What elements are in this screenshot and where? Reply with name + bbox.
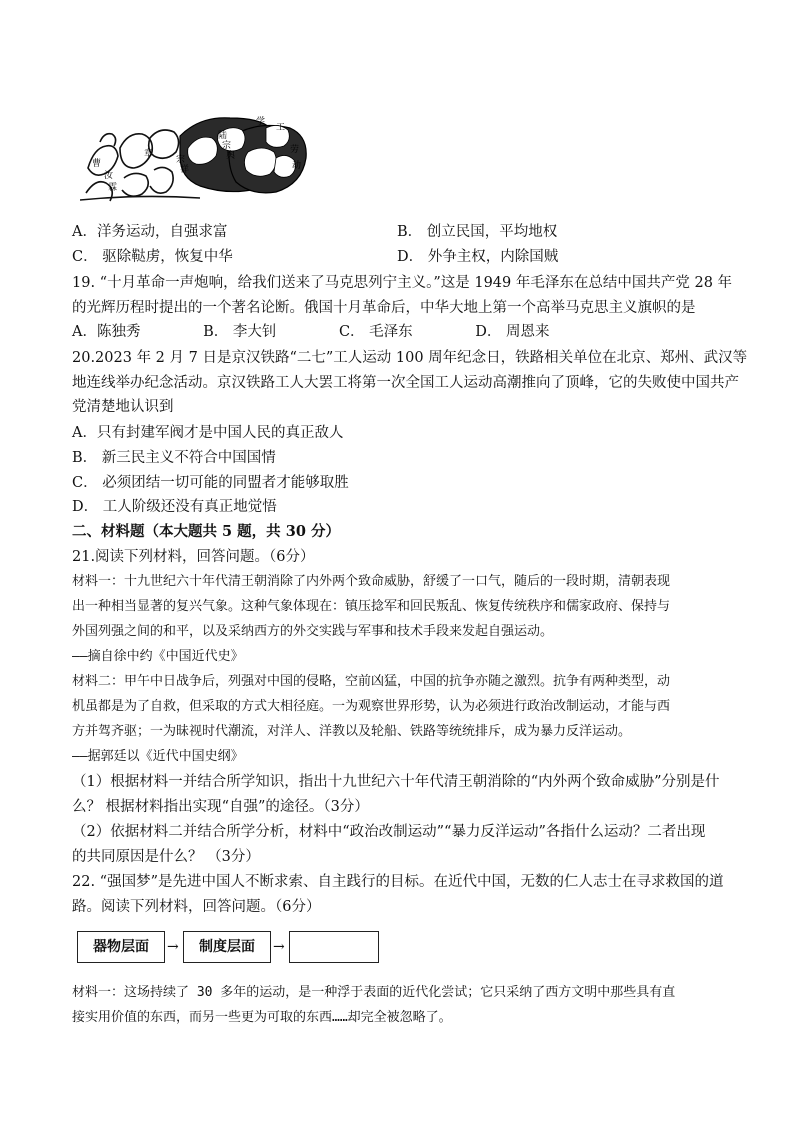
cartoon-label: 陆	[218, 131, 228, 141]
q21-material2-line1: 材料二：甲午中日战争后，列强对中国的侵略，空前凶猛，中国的抗争亦随之激烈。抗争有两种类型，动	[72, 674, 671, 689]
cartoon-label: 劳	[290, 145, 300, 155]
q20-stem-line2: 地连线举办纪念活动。京汉铁路工人大罢工将第一次全国工人运动高潮推向了顶峰，它的失败使中国共产	[72, 375, 739, 391]
cartoon-label: 宗	[222, 141, 232, 151]
q21-material1-line2: 出一种相当显著的复兴气象。这种气象体现在：镇压捻军和回民叛乱、恢复传统秩序和儒家政府、保持与	[72, 599, 671, 614]
q21-material2-line2: 机虽都是为了自救，但采取的方式大相径庭。一为观察世界形势，认为必须进行政治改制运动，才能与西	[72, 699, 671, 714]
q21-intro: 21.阅读下列材料，回答问题。（6分）	[72, 549, 315, 565]
q20-option-b: B． 新三民主义不符合中国国情	[72, 450, 276, 466]
q22-material1-line1: 材料一：这场持续了 30 多年的运动，是一种浮于表面的近代化尝试；它只采纳了西方文明中那些具有直	[72, 985, 676, 1000]
q18-option-d: D． 外争主权，内除国贼	[397, 249, 559, 265]
q22-material1-line2: 接实用价值的东西，而另一些更为可取的东西……却完全被忽略了。	[72, 1010, 452, 1025]
q20-option-c: C． 必须团结一切可能的同盟者才能够取胜	[72, 475, 349, 491]
q21-subq2-line2: 的共同原因是什么？ （3分）	[72, 849, 260, 865]
q22-stem-line1: 22. “强国梦”是先进中国人不断求索、自主践行的目标。在近代中国，无数的仁人志士在寻求救国的道	[72, 874, 724, 890]
historical-cartoon-image	[80, 108, 310, 203]
cartoon-label: 舆	[226, 151, 236, 161]
q21-material2-source: ——据郭廷以《近代中国史纲》	[72, 749, 244, 764]
cartoon-label: 动	[292, 161, 302, 171]
q21-material1-line1: 材料一：十九世纪六十年代清王朝消除了内外两个致命威胁，舒缓了一口气，随后的一段时期，清朝表现	[72, 574, 671, 589]
cartoon-label: 宗	[176, 155, 186, 165]
cartoon-label: 工	[276, 123, 286, 133]
q19-options: A．陈独秀 B． 李大钊 C． 毛泽东 D． 周恩来	[72, 324, 550, 340]
q22-stem-line2: 路。阅读下列材料，回答问题。（6分）	[72, 899, 321, 915]
q21-subq1-line2: 么？ 根据材料指出实现“自强”的途径。（3分）	[72, 799, 369, 815]
q18-option-c: C． 驱除鞑虏，恢复中华	[72, 249, 233, 265]
q18-option-b: B． 创立民国，平均地权	[397, 224, 558, 240]
q19-stem-line1: 19. “十月革命一声炮响，给我们送来了马克思列宁主义。”这是 1949 年毛泽东在总结中国共产党 28 年	[72, 275, 733, 291]
flow-arrow-icon: →	[273, 939, 285, 955]
cartoon-label: 章	[144, 149, 154, 159]
q21-material1-line3: 外国列强之间的和平，以及采纳西方的外交实践与军事和技术手段来发起自强运动。	[72, 624, 554, 639]
q21-subq2-line1: （2）依据材料二并结合所学分析，材料中“政治改制运动”“暴力反洋运动”各指什么运动？二者出现	[72, 824, 706, 840]
flow-arrow-icon: →	[167, 939, 179, 955]
q20-option-a: A．只有封建军阀才是中国人民的真正敌人	[72, 425, 344, 441]
cartoon-label: 学	[256, 117, 266, 127]
q20-stem-line1: 20.2023 年 2 月 7 日是京汉铁路“二七”工人运动 100 周年纪念日，铁路相关单位在北京、郑州、武汉等	[72, 350, 748, 366]
q18-options-row1	[72, 222, 558, 242]
q20-option-d: D． 工人阶级还没有真正地觉悟	[72, 499, 277, 515]
cartoon-label: 祥	[180, 165, 190, 175]
q18-options-row2	[72, 247, 559, 267]
flow-box-artifact-level: 器物层面	[77, 931, 165, 963]
q21-material2-line3: 方并驾齐驱；一为昧视时代潮流，对洋人、洋教以及轮船、铁路等统统排斥，成为暴力反洋运动。	[72, 724, 632, 739]
flow-box-institution-level: 制度层面	[183, 931, 271, 963]
section-title: 二、材料题（本大题共 5 题，共 30 分）	[72, 523, 340, 540]
q21-subq1-line1: （1）根据材料一并结合所学知识，指出十九世纪六十年代清王朝消除的“内外两个致命威胁”分别是什	[72, 774, 720, 790]
cartoon-label: 汝	[104, 171, 114, 181]
flow-box-blank	[289, 931, 379, 963]
cartoon-label: 霖	[108, 183, 118, 193]
q21-material1-source: ——摘自徐中约《中国近代史》	[72, 649, 244, 664]
cartoon-label: 曹	[92, 159, 102, 169]
q18-option-a: A．洋务运动，自强求富	[72, 224, 228, 240]
q19-stem-line2: 的光辉历程时提出的一个著名论断。俄国十月革命后，中华大地上第一个高举马克思主义旗帜的是	[72, 300, 696, 316]
q20-stem-line3: 党清楚地认识到	[72, 399, 174, 415]
